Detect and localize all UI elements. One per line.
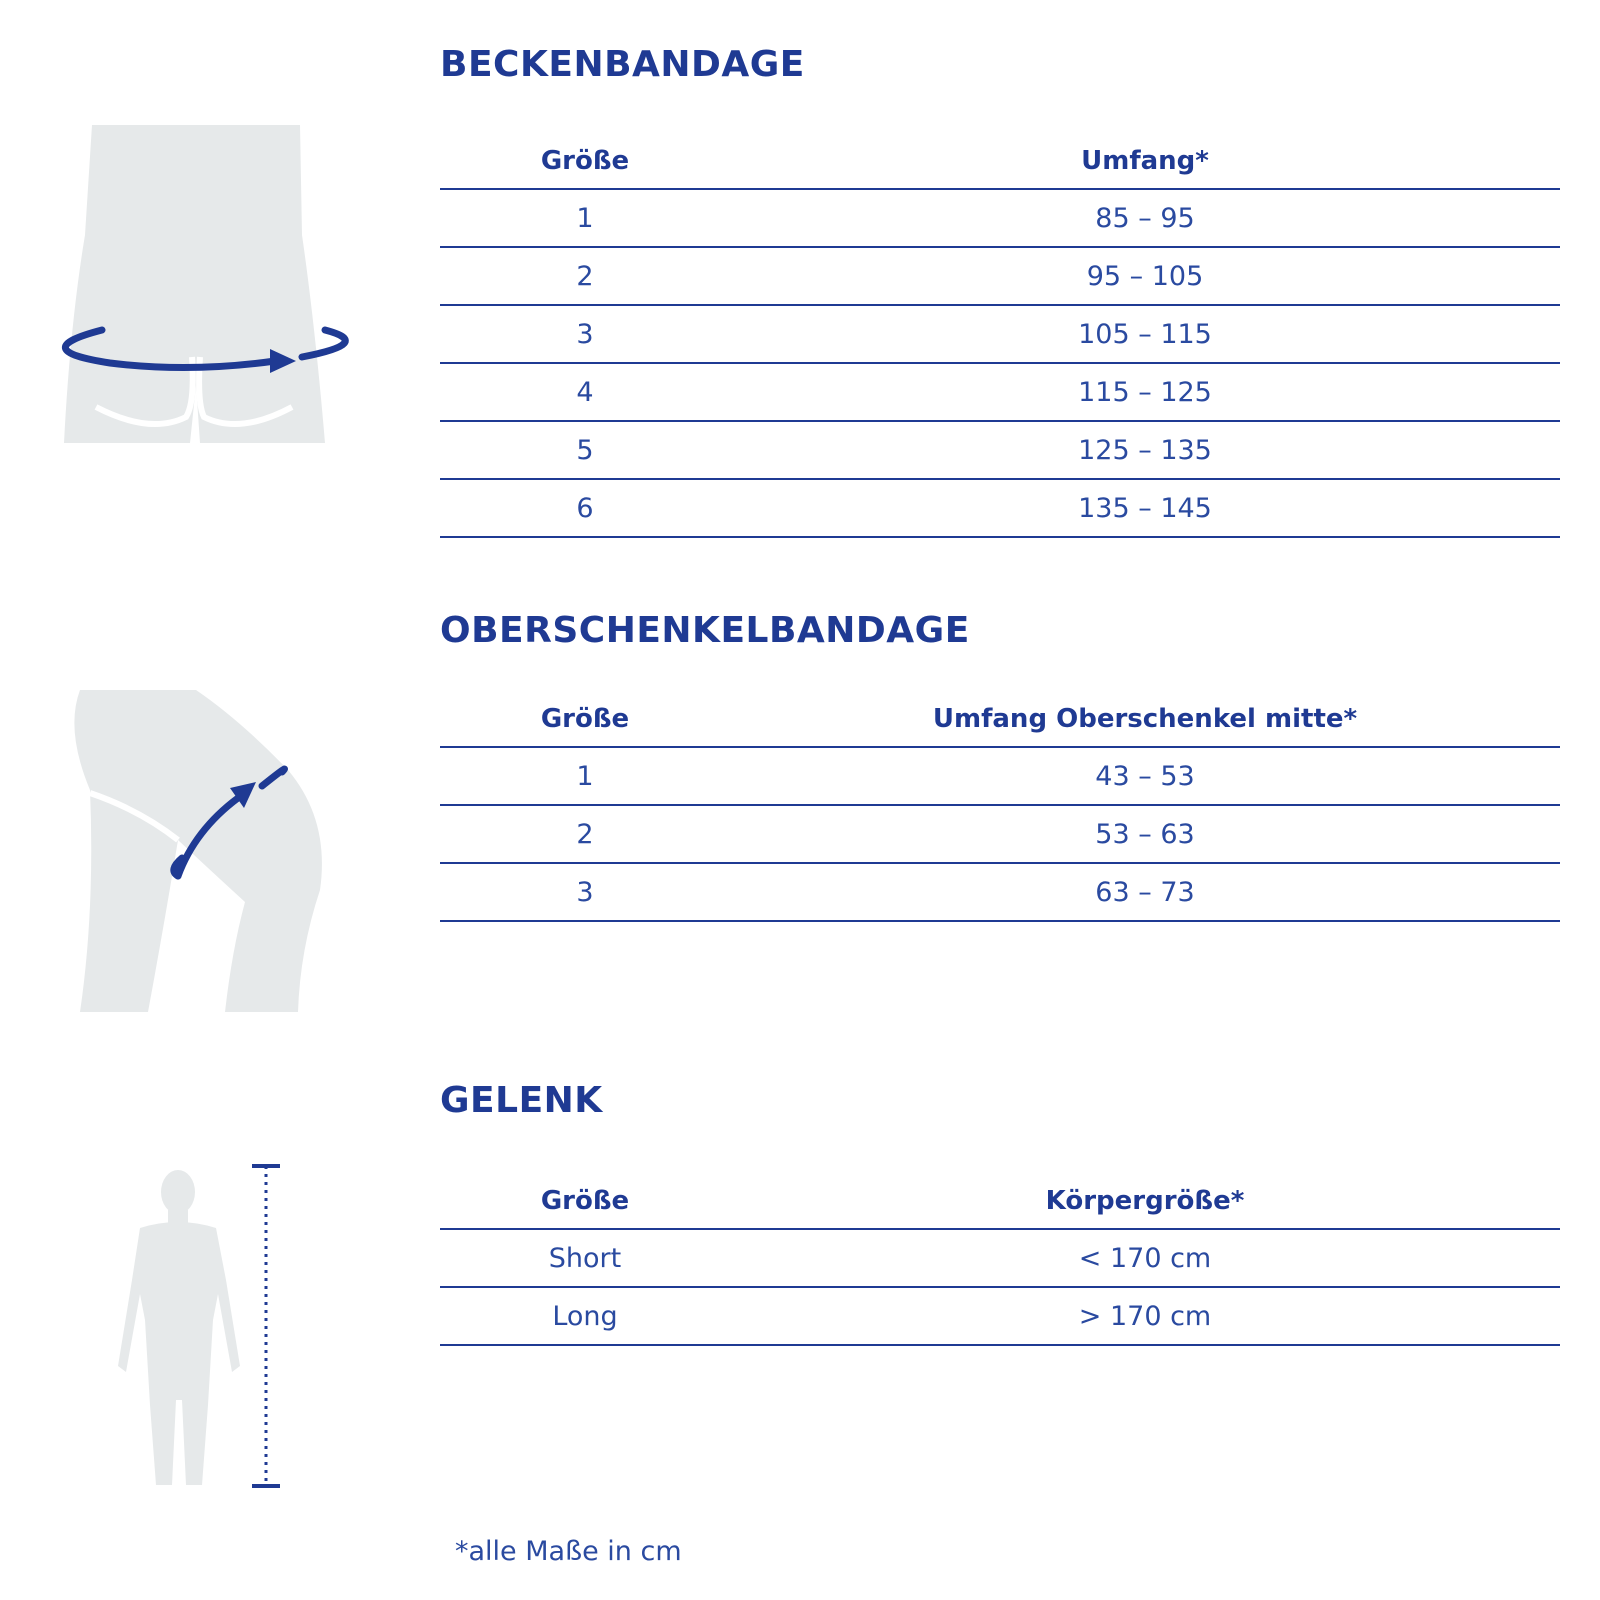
size-table-gelenk (440, 1172, 1560, 1346)
range-cell: 95 – 105 (1086, 260, 1204, 292)
table-row (440, 1288, 1560, 1346)
size-cell: 3 (576, 318, 594, 350)
table-row (440, 306, 1560, 364)
range-cell: 53 – 63 (1095, 818, 1195, 850)
range-cell: 85 – 95 (1095, 202, 1195, 234)
size-cell: 5 (576, 434, 594, 466)
size-cell: 2 (576, 260, 594, 292)
range-cell: > 170 cm (1078, 1300, 1212, 1332)
size-cell: Short (548, 1242, 622, 1274)
table-row (440, 364, 1560, 422)
table-row (440, 1230, 1560, 1288)
section-title-gelenk: GELENK (440, 1080, 603, 1121)
table-row (440, 806, 1560, 864)
size-cell: 2 (576, 818, 594, 850)
hip-circumference-icon (40, 125, 360, 455)
body-height-icon (100, 1160, 300, 1500)
table-row (440, 190, 1560, 248)
size-cell: Long (552, 1300, 618, 1332)
table-header (440, 1172, 1560, 1230)
header-groesse: Größe (540, 704, 630, 734)
range-cell: < 170 cm (1078, 1242, 1212, 1274)
table-row (440, 422, 1560, 480)
header-groesse: Größe (540, 1186, 630, 1216)
table-row (440, 864, 1560, 922)
header-umfang: Umfang* (1081, 146, 1209, 176)
size-table-oberschenkelbandage (440, 690, 1560, 922)
range-cell: 125 – 135 (1078, 434, 1212, 466)
size-cell: 6 (576, 492, 594, 524)
size-cell: 1 (576, 202, 594, 234)
table-header (440, 132, 1560, 190)
range-cell: 135 – 145 (1078, 492, 1212, 524)
footnote: *alle Maße in cm (455, 1536, 682, 1567)
table-row (440, 248, 1560, 306)
range-cell: 105 – 115 (1078, 318, 1212, 350)
table-row (440, 480, 1560, 538)
size-cell: 4 (576, 376, 594, 408)
range-cell: 43 – 53 (1095, 760, 1195, 792)
section-title-beckenbandage: BECKENBANDAGE (440, 44, 805, 85)
range-cell: 63 – 73 (1095, 876, 1195, 908)
section-title-oberschenkelbandage: OBERSCHENKELBANDAGE (440, 610, 970, 651)
header-koerpergroesse: Körpergröße* (1045, 1186, 1245, 1216)
header-umfang-oberschenkel: Umfang Oberschenkel mitte* (932, 704, 1358, 734)
thigh-circumference-icon (60, 690, 340, 1020)
size-cell: 1 (576, 760, 594, 792)
range-cell: 115 – 125 (1078, 376, 1212, 408)
size-table-beckenbandage (440, 132, 1560, 538)
header-groesse: Größe (540, 146, 630, 176)
table-row (440, 748, 1560, 806)
table-header (440, 690, 1560, 748)
size-cell: 3 (576, 876, 594, 908)
